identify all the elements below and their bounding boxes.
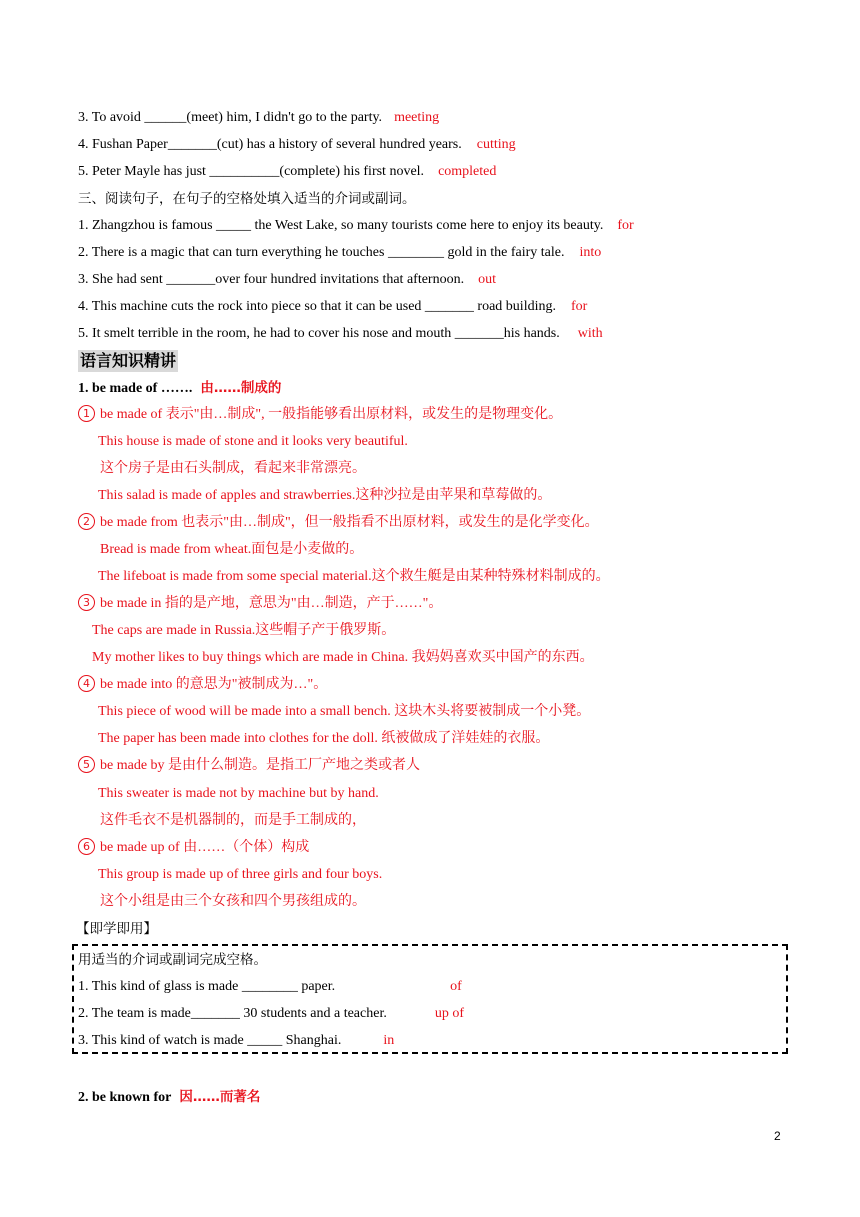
exercise-item: 4. This machine cuts the rock into piece so that it can be used _______ road building. for [78, 299, 588, 314]
answer-text: into [579, 245, 602, 260]
practice-instruction: 用适当的介词或副词完成空格。 [78, 952, 267, 968]
topic-title: 2. be known for 因……而著名 [78, 1089, 261, 1105]
section-title: 三、阅读句子，在句子的空格处填入适当的介词或副词。 [78, 191, 416, 207]
circled-number: 3 [78, 594, 95, 611]
practice-item: 1. This kind of glass is made ________ paper. of [78, 979, 462, 994]
example-sentence: Bread is made from wheat.面包是小麦做的。 [100, 542, 364, 557]
point-item: 2 be made from 也表示"由…制成"，但一般指看不出原材料，或发生的是化学变化。 [78, 513, 599, 533]
exercise-item: 3. To avoid ______(meet) him, I didn't go to the party. meeting [78, 110, 440, 125]
example-translation: 这个房子是由石头制成，看起来非常漂亮。 [100, 461, 366, 476]
answer-text: up of [434, 1006, 464, 1021]
exercise-item: 1. Zhangzhou is famous _____ the West Lake, so many tourists come here to enjoy its beauty. for [78, 218, 634, 233]
exercise-item: 3. She had sent _______over four hundred invitations that afternoon. out [78, 272, 496, 287]
section-heading: 语言知识精讲 [80, 351, 177, 370]
practice-item: 3. This kind of watch is made _____ Shanghai. in [78, 1033, 395, 1048]
circled-number: 6 [78, 838, 95, 855]
answer-text: cutting [476, 137, 516, 152]
point-item: 3 be made in 指的是产地，意思为"由…制造，产于……"。 [78, 594, 442, 614]
practice-label: 【即学即用】 [76, 921, 157, 937]
example-sentence: This group is made up of three girls and four boys. [98, 867, 383, 882]
circled-number: 5 [78, 756, 95, 773]
example-sentence: The caps are made in Russia.这些帽子产于俄罗斯。 [92, 623, 396, 638]
answer-text: completed [438, 164, 497, 179]
circled-number: 4 [78, 675, 95, 692]
answer-text: meeting [394, 110, 440, 125]
point-item: 6 be made up of 由……（个体）构成 [78, 838, 309, 858]
topic-title: 1. be made of ……. 由……制成的 [78, 380, 282, 396]
example-sentence: This salad is made of apples and strawberries.这种沙拉是由苹果和草莓做的。 [98, 488, 552, 503]
exercise-item: 5. It smelt terrible in the room, he had to cover his nose and mouth _______his hands. with [78, 326, 603, 341]
circled-number: 2 [78, 513, 95, 530]
example-sentence: This sweater is made not by machine but by hand. [98, 786, 379, 801]
example-sentence: My mother likes to buy things which are made in China. 我妈妈喜欢买中国产的东西。 [92, 650, 594, 665]
answer-text: for [570, 299, 588, 314]
circled-number: 1 [78, 405, 95, 422]
example-translation: 这件毛衣不是机器制的，而是手工制成的， [100, 813, 366, 828]
answer-text: of [450, 979, 462, 994]
answer-text: out [478, 272, 496, 287]
example-sentence: The lifeboat is made from some special material.这个救生艇是由某种特殊材料制成的。 [98, 569, 610, 584]
point-item: 1 be made of 表示"由…制成", 一般指能够看出原材料，或发生的是物理变化。 [78, 405, 562, 425]
exercise-item: 4. Fushan Paper_______(cut) has a history of several hundred years. cutting [78, 137, 516, 152]
example-sentence: This house is made of stone and it looks very beautiful. [98, 434, 408, 449]
example-sentence: This piece of wood will be made into a small bench. 这块木头将要被制成一个小凳。 [98, 704, 591, 719]
answer-text: with [577, 326, 603, 341]
point-item: 4 be made into 的意思为"被制成为…"。 [78, 675, 327, 695]
answer-text: in [383, 1033, 395, 1048]
practice-item: 2. The team is made_______ 30 students and a teacher. up of [78, 1006, 464, 1021]
example-sentence: The paper has been made into clothes for the doll. 纸被做成了洋娃娃的衣服。 [98, 731, 550, 746]
exercise-item: 5. Peter Mayle has just __________(complete) his first novel. completed [78, 164, 497, 179]
answer-text: for [617, 218, 634, 233]
exercise-item: 2. There is a magic that can turn everything he touches ________ gold in the fairy tale. into [78, 245, 602, 260]
example-translation: 这个小组是由三个女孩和四个男孩组成的。 [100, 894, 366, 909]
point-item: 5 be made by 是由什么制造。是指工厂产地之类或者人 [78, 756, 420, 776]
page-number: 2 [774, 1129, 781, 1143]
